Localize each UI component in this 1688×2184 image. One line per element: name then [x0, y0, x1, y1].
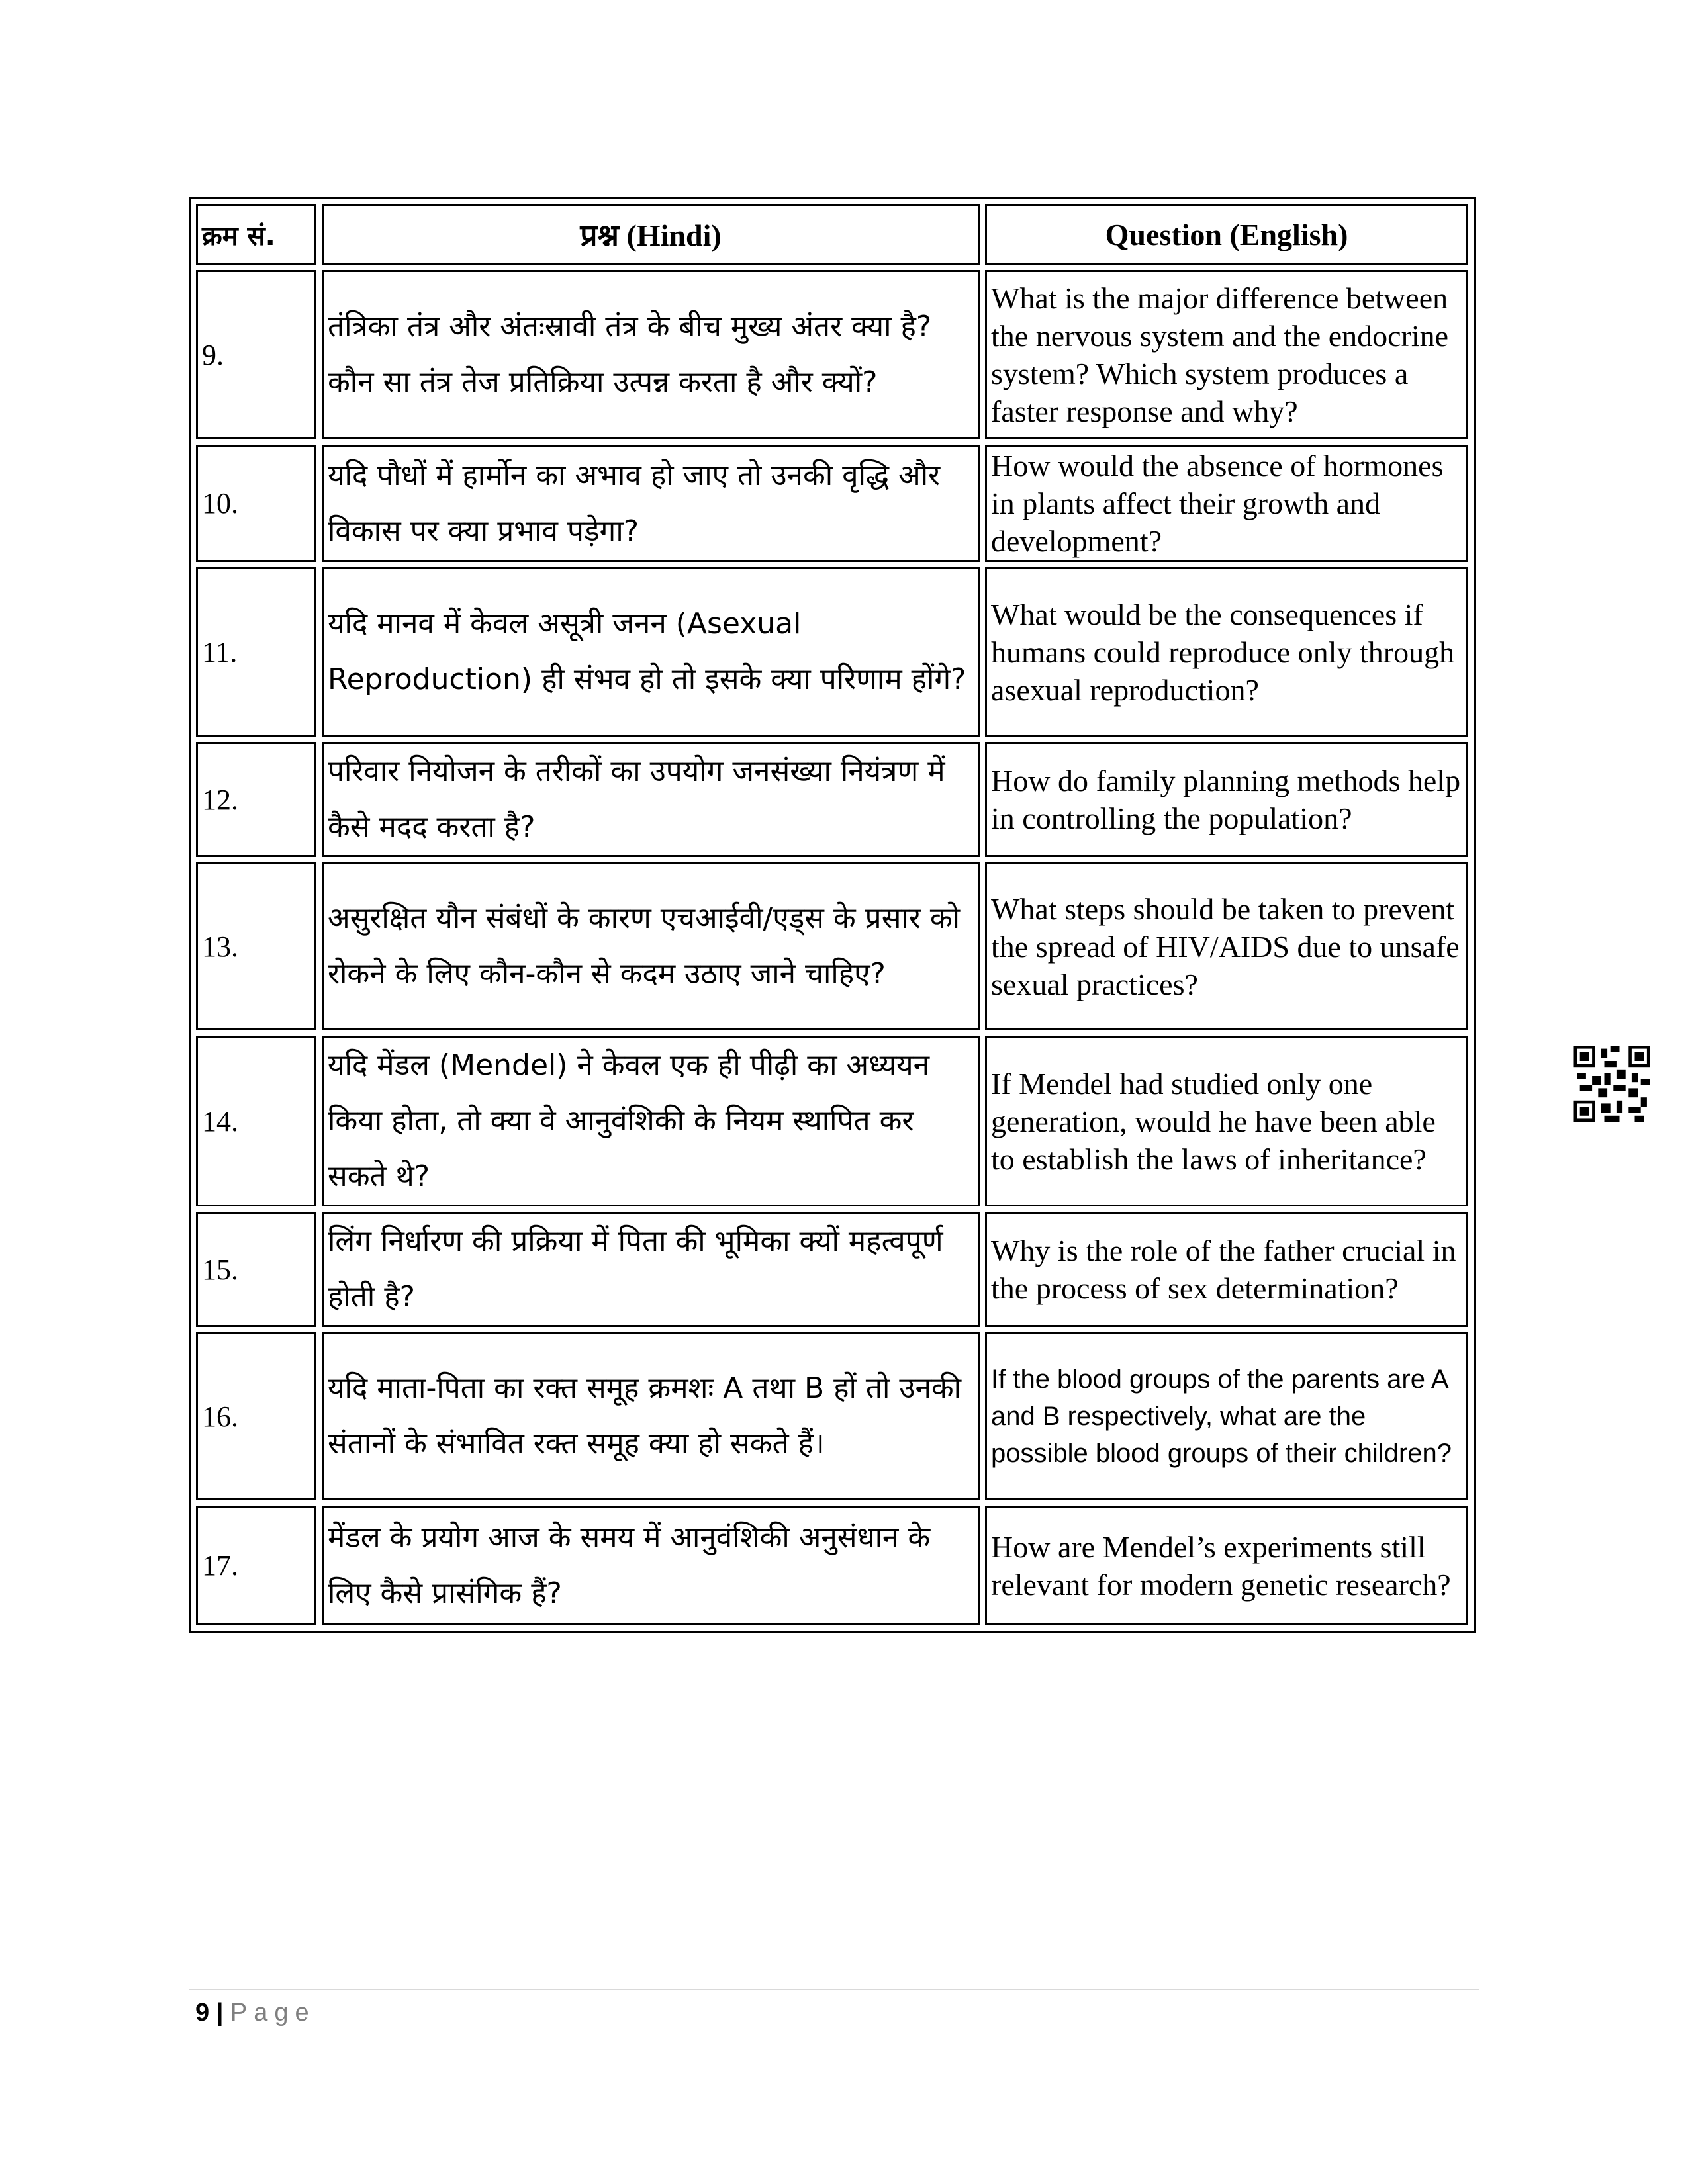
table-header-row	[196, 204, 1468, 265]
serial-number-cell: 11.	[196, 567, 316, 737]
qr-code	[1572, 1046, 1652, 1122]
hindi-question-cell: यदि मानव में केवल असूत्री जनन (Asexual Reproduction) ही संभव हो तो इसके क्या परिणाम होंगे?	[322, 567, 980, 737]
header-serial: क्रम सं.	[196, 204, 316, 265]
table-row	[196, 862, 1468, 1030]
table-row	[196, 1506, 1468, 1625]
table-row	[196, 1332, 1468, 1500]
english-question-cell: What would be the consequences if humans could reproduce only through asexual reproduction?	[985, 567, 1468, 737]
header-hindi: प्रश्न (Hindi)	[322, 204, 980, 265]
serial-number-cell: 9.	[196, 270, 316, 439]
serial-number-cell: 15.	[196, 1212, 316, 1327]
serial-number-cell: 10.	[196, 445, 316, 562]
english-question-cell: If Mendel had studied only one generation, would he have been able to establish the laws of inheritance?	[985, 1036, 1468, 1206]
serial-number-cell: 12.	[196, 742, 316, 857]
serial-number-cell: 16.	[196, 1332, 316, 1500]
english-question-cell: What is the major difference between the nervous system and the endocrine system? Which system produces a faster response and why?	[985, 270, 1468, 439]
footer-divider	[189, 1989, 1479, 1990]
english-question-cell: Why is the role of the father crucial in the process of sex determination?	[985, 1212, 1468, 1327]
hindi-question-cell: यदि माता-पिता का रक्त समूह क्रमशः A तथा B हों तो उनकी संतानों के संभावित रक्त समूह क्या हो सकते हैं।	[322, 1332, 980, 1500]
english-question-cell: How do family planning methods help in controlling the population?	[985, 742, 1468, 857]
table-row	[196, 742, 1468, 857]
english-question-cell: If the blood groups of the parents are A and B respectively, what are the possible blood groups of their children?	[985, 1332, 1468, 1500]
hindi-question-cell: असुरक्षित यौन संबंधों के कारण एचआईवी/एड्स के प्रसार को रोकने के लिए कौन-कौन से कदम उठाए जाने चाहिए?	[322, 862, 980, 1030]
serial-number-cell: 17.	[196, 1506, 316, 1625]
page-footer	[195, 1999, 316, 2027]
english-question-cell: What steps should be taken to prevent the spread of HIV/AIDS due to unsafe sexual practices?	[985, 862, 1468, 1030]
footer-separator: |	[216, 1999, 224, 2026]
table-row	[196, 1036, 1468, 1206]
english-question-cell: How are Mendel’s experiments still relevant for modern genetic research?	[985, 1506, 1468, 1625]
hindi-question-cell: यदि पौधों में हार्मोन का अभाव हो जाए तो उनकी वृद्धि और विकास पर क्या प्रभाव पड़ेगा?	[322, 445, 980, 562]
english-question-cell: How would the absence of hormones in plants affect their growth and development?	[985, 445, 1468, 562]
table-row	[196, 567, 1468, 737]
table-row	[196, 270, 1468, 439]
table-row	[196, 1212, 1468, 1327]
serial-number-cell: 14.	[196, 1036, 316, 1206]
hindi-question-cell: तंत्रिका तंत्र और अंतःस्रावी तंत्र के बीच मुख्य अंतर क्या है? कौन सा तंत्र तेज प्रतिक्रिया उत्पन्न करता है और क्यों?	[322, 270, 980, 439]
table-row	[196, 445, 1468, 562]
hindi-question-cell: परिवार नियोजन के तरीकों का उपयोग जनसंख्या नियंत्रण में कैसे मदद करता है?	[322, 742, 980, 857]
questions-table	[189, 197, 1476, 1633]
hindi-question-cell: लिंग निर्धारण की प्रक्रिया में पिता की भूमिका क्यों महत्वपूर्ण होती है?	[322, 1212, 980, 1327]
page-number: 9	[195, 1999, 210, 2026]
serial-number-cell: 13.	[196, 862, 316, 1030]
hindi-question-cell: मेंडल के प्रयोग आज के समय में आनुवंशिकी अनुसंधान के लिए कैसे प्रासंगिक हैं?	[322, 1506, 980, 1625]
hindi-question-cell: यदि मेंडल (Mendel) ने केवल एक ही पीढ़ी का अध्ययन किया होता, तो क्या वे आनुवंशिकी के नियम स्थापित कर सकते थे?	[322, 1036, 980, 1206]
header-english: Question (English)	[985, 204, 1468, 265]
page-label: Page	[230, 1999, 316, 2026]
